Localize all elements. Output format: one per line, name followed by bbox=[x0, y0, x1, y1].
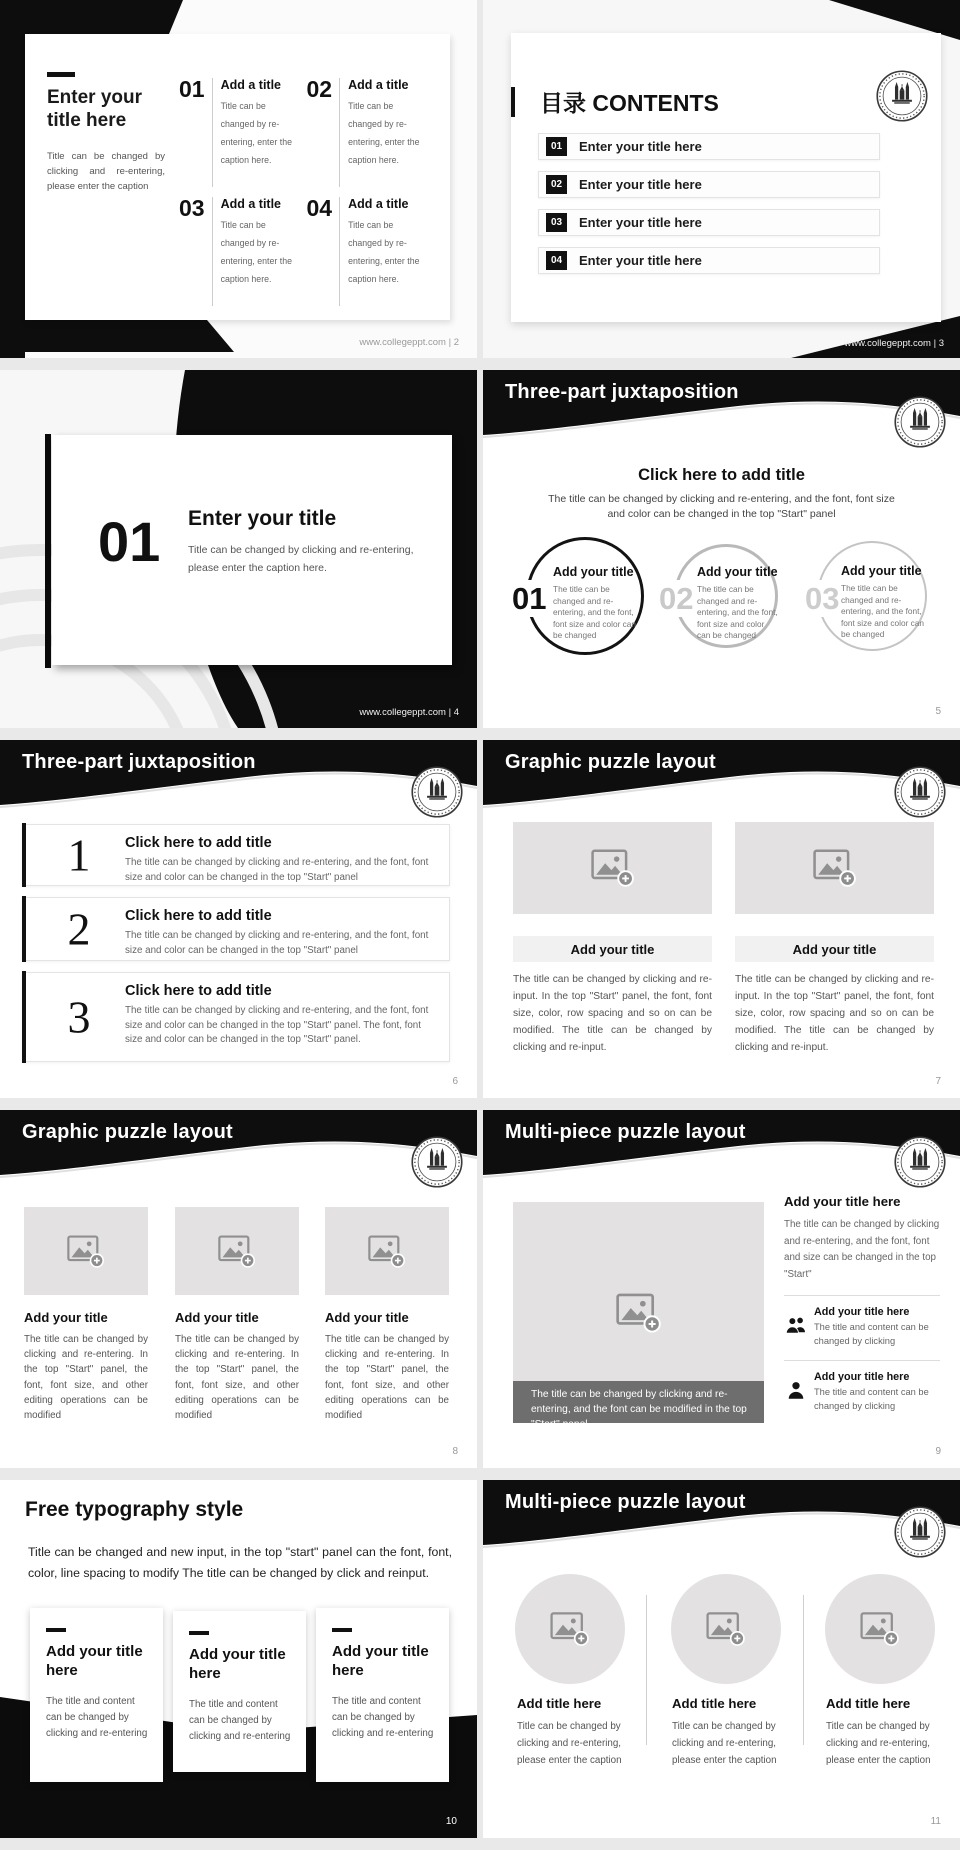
row-number-chip: 01 bbox=[546, 137, 567, 156]
divider bbox=[784, 1295, 940, 1296]
column-title: Add your title bbox=[175, 1310, 259, 1325]
slide-header bbox=[0, 1110, 477, 1190]
card-accent-bar bbox=[45, 434, 51, 668]
row-number: 2 bbox=[67, 903, 91, 955]
item-caption: Title can be changed by re-entering, enter the caption here. bbox=[220, 101, 292, 165]
column-title: Add title here bbox=[672, 1696, 757, 1711]
image-caption-band: The title can be changed by clicking and re-entering, and the font can be modified in the top "Start" panel. bbox=[513, 1381, 764, 1423]
feature-item bbox=[784, 1371, 940, 1413]
university-seal-icon bbox=[893, 1505, 947, 1559]
card-dash bbox=[332, 1628, 352, 1632]
item-number: 03 bbox=[179, 195, 205, 221]
row-number-chip: 03 bbox=[546, 213, 567, 232]
university-seal-icon bbox=[410, 765, 464, 819]
image-placeholder-circle bbox=[825, 1574, 935, 1684]
page-number: 7 bbox=[935, 1076, 941, 1087]
item-number: 01 bbox=[179, 76, 205, 102]
slide1-canvas bbox=[25, 34, 450, 320]
row-number: 1 bbox=[67, 829, 91, 881]
university-seal-icon bbox=[893, 395, 947, 449]
column-title: Add title here bbox=[826, 1696, 911, 1711]
column-caption: Title can be changed by clicking and re-entering, please enter the caption bbox=[826, 1721, 931, 1766]
item-number: 04 bbox=[306, 195, 333, 221]
title-dash bbox=[47, 72, 75, 77]
contents-list bbox=[538, 133, 880, 285]
circle-title: Add your title bbox=[841, 564, 922, 578]
column-caption: The title can be changed by clicking and re-input. In the top "Start" panel, the font, font size, color, row spacing and so on can be modified. The title can be changed by clicking and re-input. bbox=[513, 974, 712, 1053]
image-placeholder-circle bbox=[515, 1574, 625, 1684]
row-number-chip: 02 bbox=[546, 175, 567, 194]
image-placeholder bbox=[513, 822, 712, 914]
add-image-icon bbox=[616, 1293, 662, 1333]
vertical-divider bbox=[646, 1595, 647, 1745]
puzzle-column bbox=[735, 822, 934, 1056]
column-caption: The title can be changed by clicking and re-entering. In the top "Start" panel, the font, font size, and other editing operations can be modified bbox=[325, 1334, 449, 1422]
slide-header bbox=[0, 740, 477, 820]
row-caption: The title can be changed by clicking and re-entering, and the font, font size and color can be changed in the top "Start" panel. The font, font size and color can be changed in the top "Start" panel. bbox=[125, 1005, 429, 1045]
row-number: 3 bbox=[67, 991, 91, 1043]
page-number: 8 bbox=[452, 1446, 458, 1457]
body-title: Click here to add title bbox=[638, 466, 805, 484]
item-number: 02 bbox=[306, 76, 333, 102]
row-accent-bar bbox=[22, 823, 26, 887]
card-caption: The title and content can be changed by clicking and re-entering bbox=[332, 1695, 434, 1739]
item-title: Add a title bbox=[220, 78, 282, 92]
feature-item bbox=[784, 1306, 940, 1348]
item-title: Add a title bbox=[348, 78, 409, 92]
contents-row bbox=[538, 209, 880, 236]
person-icon bbox=[784, 1371, 814, 1413]
slide-footer: www.collegeppt.com | 4 bbox=[359, 707, 459, 718]
numbered-row bbox=[22, 972, 450, 1062]
slide-thumbnail-10[interactable] bbox=[480, 1480, 960, 1850]
circle-number: 01 bbox=[512, 581, 547, 616]
image-placeholder bbox=[735, 822, 934, 914]
list-item bbox=[307, 78, 427, 187]
contents-row bbox=[538, 171, 880, 198]
item-title: Add a title bbox=[220, 197, 282, 211]
item-caption: Title can be changed by re-entering, enter the caption here. bbox=[220, 220, 292, 284]
slide-thumbnail-6[interactable] bbox=[480, 740, 960, 1110]
circle-caption: The title can be changed and re-entering, and the font, font size and color can be changed bbox=[841, 583, 925, 639]
card-title: Add your title here bbox=[332, 1643, 429, 1679]
item-caption: Title can be changed by re-entering, enter the caption here. bbox=[348, 101, 420, 165]
section-caption: Title can be changed by clicking and re-entering, please enter the caption here. bbox=[188, 544, 414, 574]
slide-thumbnail-7[interactable] bbox=[0, 1110, 480, 1480]
university-seal-icon bbox=[893, 1135, 947, 1189]
body-subtitle: The title can be changed by clicking and re-entering, and the font, font size and color can be changed in the top "Start" panel bbox=[548, 493, 895, 520]
add-image-icon bbox=[591, 849, 635, 887]
slide-thumbnail-1[interactable] bbox=[0, 0, 480, 370]
column-title: Add title here bbox=[517, 1696, 602, 1711]
circle-title: Add your title bbox=[553, 565, 634, 579]
header-title: Multi-piece puzzle layout bbox=[505, 1121, 746, 1143]
slide1-items bbox=[165, 72, 426, 320]
row-title: Click here to add title bbox=[125, 908, 272, 924]
item-caption: The title and content can be changed by clicking bbox=[814, 1387, 929, 1411]
header-title: Three-part juxtaposition bbox=[22, 751, 256, 773]
slide1-caption: Title can be changed by clicking and re-entering, please enter the caption bbox=[47, 150, 165, 192]
page-number: 9 bbox=[935, 1446, 941, 1457]
row-caption: The title can be changed by clicking and re-entering, and the font, font size and color can be changed in the top "Start" panel bbox=[125, 930, 429, 956]
slide-thumbnail-5[interactable] bbox=[0, 740, 480, 1110]
slide-title: Free typography style bbox=[25, 1498, 244, 1521]
page-number: 11 bbox=[930, 1816, 941, 1827]
column-caption: The title can be changed by clicking and re-entering. In the top "Start" panel, the font, font size, and other editing operations can be modified bbox=[24, 1334, 148, 1422]
puzzle-column bbox=[175, 1207, 299, 1423]
section-title: Enter your title bbox=[188, 507, 337, 530]
header-title: Graphic puzzle layout bbox=[22, 1121, 233, 1143]
add-image-icon bbox=[368, 1235, 406, 1268]
row-accent-bar bbox=[22, 896, 26, 962]
card-caption: The title and content can be changed by clicking and re-entering bbox=[46, 1695, 148, 1739]
row-title: Click here to add title bbox=[125, 835, 272, 851]
card-title: Add your title here bbox=[189, 1646, 286, 1682]
circle-caption: The title can be changed and re-entering, and the font, font size and color can be changed bbox=[697, 584, 778, 640]
card-title: Add your title here bbox=[46, 1643, 143, 1679]
column-title: Add your title bbox=[325, 1310, 409, 1325]
item-title: Add your title here bbox=[814, 1306, 910, 1318]
column-caption: Title can be changed by clicking and re-entering, please enter the caption bbox=[672, 1721, 777, 1766]
row-label: Enter your title here bbox=[579, 139, 702, 154]
list-item bbox=[179, 197, 299, 306]
typography-card bbox=[30, 1608, 163, 1782]
card-caption: The title and content can be changed by clicking and re-entering bbox=[189, 1698, 291, 1742]
people-icon bbox=[784, 1306, 814, 1348]
slide-thumbnail-8[interactable] bbox=[480, 1110, 960, 1480]
image-placeholder bbox=[513, 1202, 764, 1430]
row-label: Enter your title here bbox=[579, 177, 702, 192]
column-caption: Title can be changed by clicking and re-entering, please enter the caption bbox=[517, 1721, 622, 1766]
typography-card bbox=[173, 1611, 306, 1772]
intro-title: Add your title here bbox=[784, 1194, 901, 1209]
intro-paragraph: Title can be changed and new input, in the top "start" panel can the font, font, color, line spacing to modify The title can be changed by click and reinput. bbox=[28, 1545, 452, 1580]
slide-thumbnail-9[interactable] bbox=[0, 1480, 480, 1850]
circle-number: 02 bbox=[659, 581, 694, 616]
add-image-icon bbox=[67, 1235, 105, 1268]
column-title: Add your title bbox=[735, 936, 934, 962]
card-dash bbox=[189, 1631, 209, 1635]
vertical-divider bbox=[803, 1595, 804, 1745]
image-placeholder bbox=[325, 1207, 449, 1295]
row-label: Enter your title here bbox=[579, 215, 702, 230]
header-title: Three-part juxtaposition bbox=[505, 381, 739, 403]
add-image-icon bbox=[218, 1235, 256, 1268]
add-image-icon bbox=[813, 849, 857, 887]
divider bbox=[784, 1360, 940, 1361]
slide-thumbnail-2[interactable] bbox=[480, 0, 960, 370]
list-item bbox=[307, 197, 427, 306]
circle-caption: The title can be changed and re-entering, and the font, font size and color can be changed bbox=[553, 584, 637, 640]
page-number: 6 bbox=[452, 1076, 458, 1087]
column-title: Add your title bbox=[24, 1310, 108, 1325]
item-title: Add a title bbox=[348, 197, 409, 211]
numbered-row bbox=[22, 897, 450, 961]
image-placeholder bbox=[24, 1207, 148, 1295]
typography-card bbox=[316, 1608, 449, 1782]
page-number: 5 bbox=[935, 706, 941, 717]
university-seal-icon bbox=[893, 765, 947, 819]
right-column bbox=[784, 1194, 940, 1413]
image-placeholder-circle bbox=[671, 1574, 781, 1684]
list-item bbox=[179, 78, 299, 187]
slide-thumbnail-4[interactable] bbox=[480, 370, 960, 740]
slide3-canvas bbox=[52, 435, 452, 665]
item-title: Add your title here bbox=[814, 1371, 910, 1383]
slide-footer: www.collegeppt.com | 2 bbox=[359, 337, 459, 348]
slide-header bbox=[483, 1480, 960, 1560]
slide-header bbox=[483, 370, 960, 450]
page-number: 10 bbox=[445, 1816, 457, 1827]
column-caption: The title can be changed by clicking and re-input. In the top "Start" panel, the font, font size, color, row spacing and so on can be modified. The title can be changed by clicking and re-input. bbox=[735, 974, 934, 1053]
slide-header bbox=[483, 1110, 960, 1190]
title-bar bbox=[511, 87, 515, 117]
row-number-chip: 04 bbox=[546, 251, 567, 270]
puzzle-column bbox=[24, 1207, 148, 1423]
row-caption: The title can be changed by clicking and re-entering, and the font, font size and color can be changed in the top "Start" panel bbox=[125, 857, 429, 883]
slide-footer: www.collegeppt.com | 3 bbox=[844, 338, 944, 349]
contents-row bbox=[538, 247, 880, 274]
circle-title: Add your title bbox=[697, 565, 778, 579]
add-image-icon bbox=[706, 1612, 746, 1646]
numbered-row bbox=[22, 824, 450, 886]
row-label: Enter your title here bbox=[579, 253, 702, 268]
header-title: Multi-piece puzzle layout bbox=[505, 1491, 746, 1513]
slide2-canvas bbox=[511, 33, 941, 322]
intro-caption: The title can be changed by clicking and re-entering, and the font, font and size can be changed in the top "Start" bbox=[784, 1219, 940, 1280]
add-image-icon bbox=[550, 1612, 590, 1646]
image-placeholder bbox=[175, 1207, 299, 1295]
circle-number: 03 bbox=[805, 581, 840, 616]
add-image-icon bbox=[860, 1612, 900, 1646]
slide-thumbnail-3[interactable] bbox=[0, 370, 480, 740]
slide-header bbox=[483, 740, 960, 820]
university-seal-icon bbox=[410, 1135, 464, 1189]
row-accent-bar bbox=[22, 971, 26, 1063]
column-title: Add your title bbox=[513, 936, 712, 962]
section-number: 01 bbox=[98, 510, 161, 573]
column-caption: The title can be changed by clicking and re-entering. In the top "Start" panel, the font, font size, and other editing operations can be modified bbox=[175, 1334, 299, 1422]
university-seal-icon bbox=[875, 69, 929, 123]
item-caption: Title can be changed by re-entering, enter the caption here. bbox=[348, 220, 420, 284]
slide1-title: Enter your title here bbox=[47, 87, 143, 131]
contents-row bbox=[538, 133, 880, 160]
card-dash bbox=[46, 1628, 66, 1632]
puzzle-column bbox=[513, 822, 712, 1056]
puzzle-column bbox=[325, 1207, 449, 1423]
row-title: Click here to add title bbox=[125, 983, 272, 999]
contents-title: 目录 CONTENTS bbox=[540, 90, 719, 116]
header-title: Graphic puzzle layout bbox=[505, 751, 716, 773]
item-caption: The title and content can be changed by clicking bbox=[814, 1322, 929, 1346]
